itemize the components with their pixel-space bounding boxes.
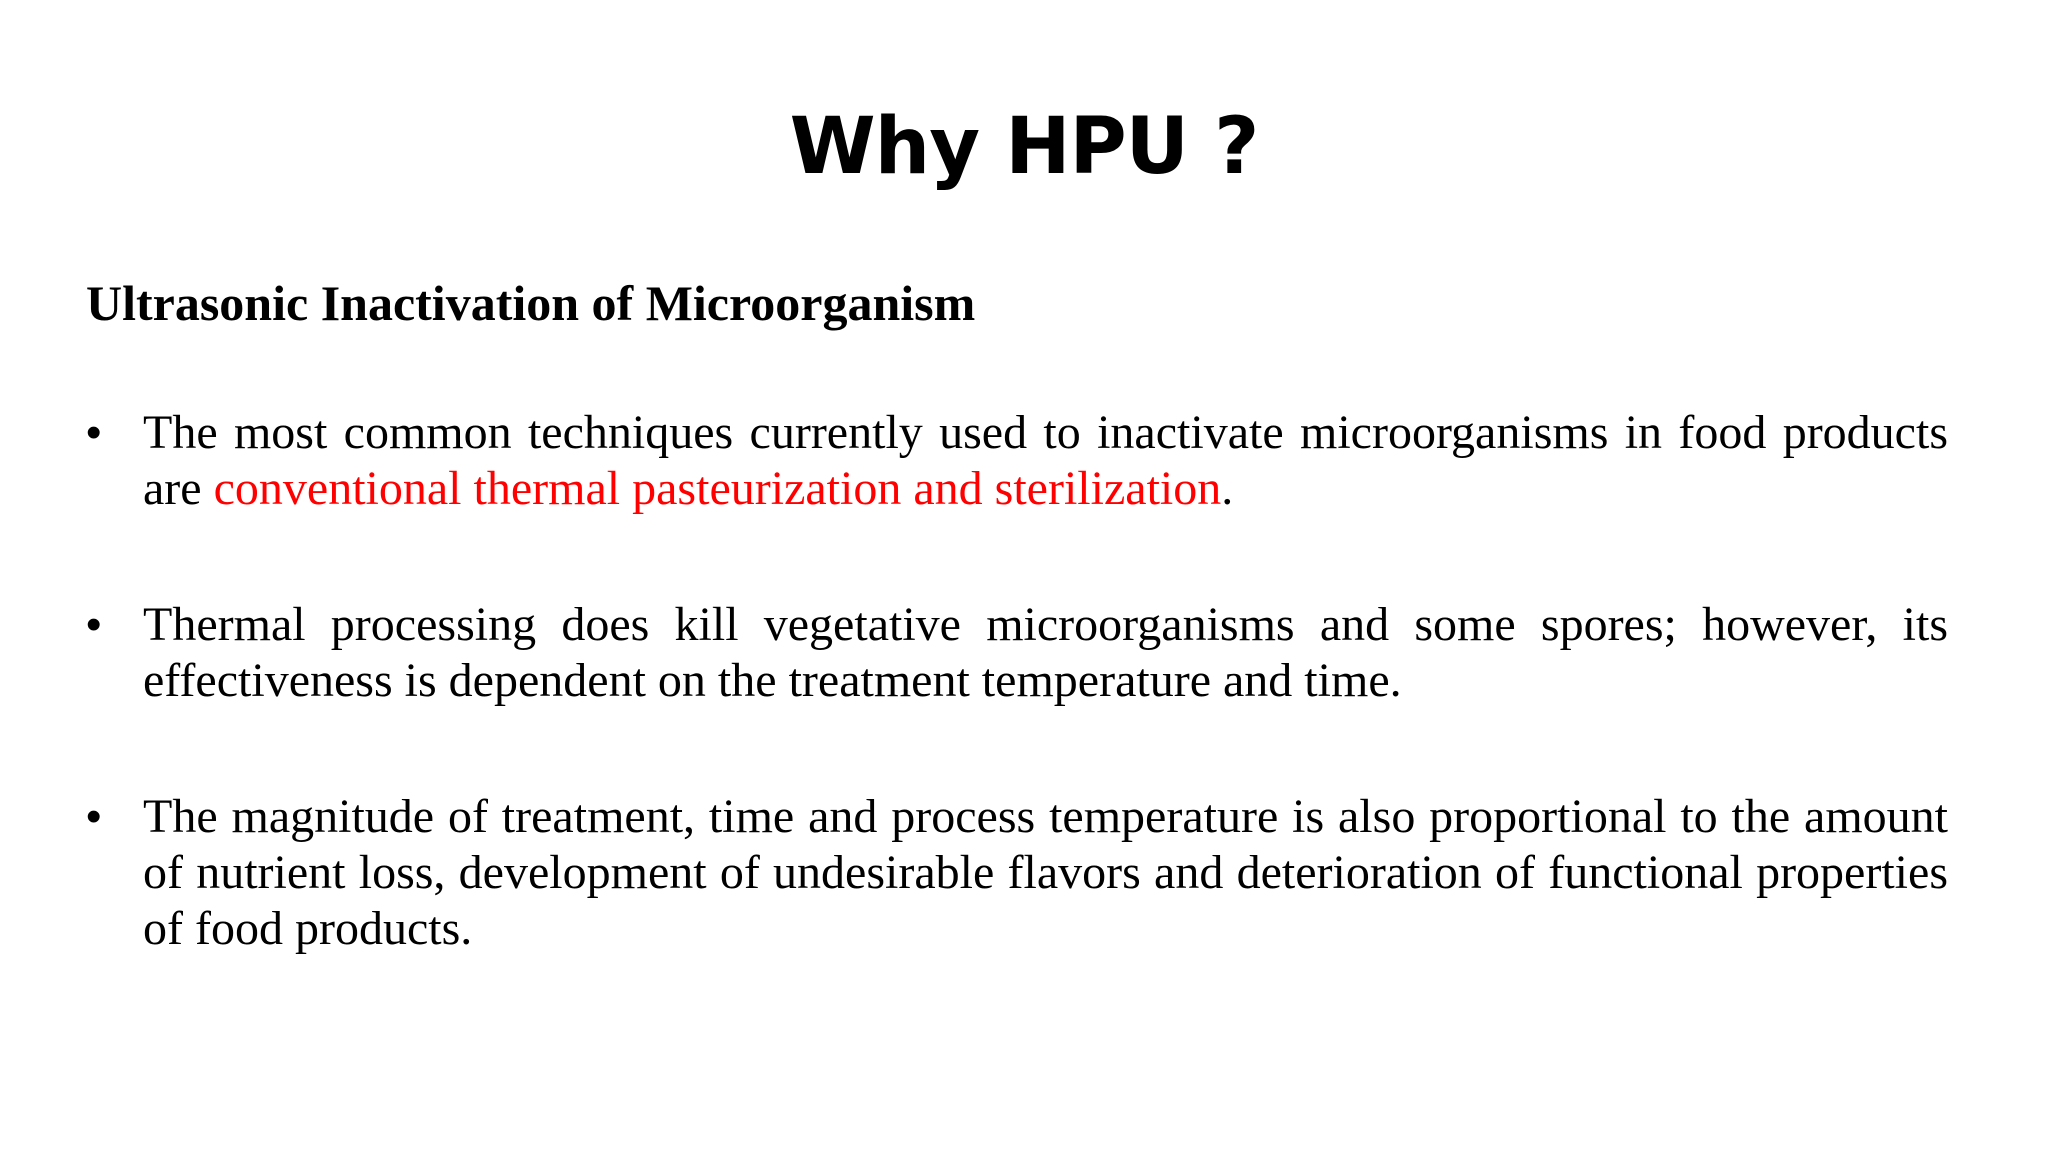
bullet-item-2 [86,597,1948,709]
bullet-item-1 [86,405,1948,517]
bullet-icon: • [86,408,102,457]
slide-title: Why HPU ? [789,102,1259,192]
bullet-icon: • [86,792,102,841]
bullet-1-text-end: . [1221,462,1234,515]
bullet-1-text-start: The most common techniques currently used to inactivate microorganisms in food products are [143,406,1948,515]
bullet-2-text: Thermal processing does kill vegetative microorganisms and some spores; however, its effectiveness is dependent on the treatment temperature and time. [143,598,1948,707]
slide-subtitle: Ultrasonic Inactivation of Microorganism [86,275,976,331]
bullet-3-text: The magnitude of treatment, time and process temperature is also proportional to the amount of nutrient loss, development of undesirable flavors and deterioration of functional properties of food products. [143,790,1948,955]
bullet-icon: • [86,600,102,649]
bullet-item-3 [86,789,1948,957]
bullet-list [86,405,1948,957]
bullet-1-highlight: conventional thermal pasteurization and sterilization [213,462,1222,515]
